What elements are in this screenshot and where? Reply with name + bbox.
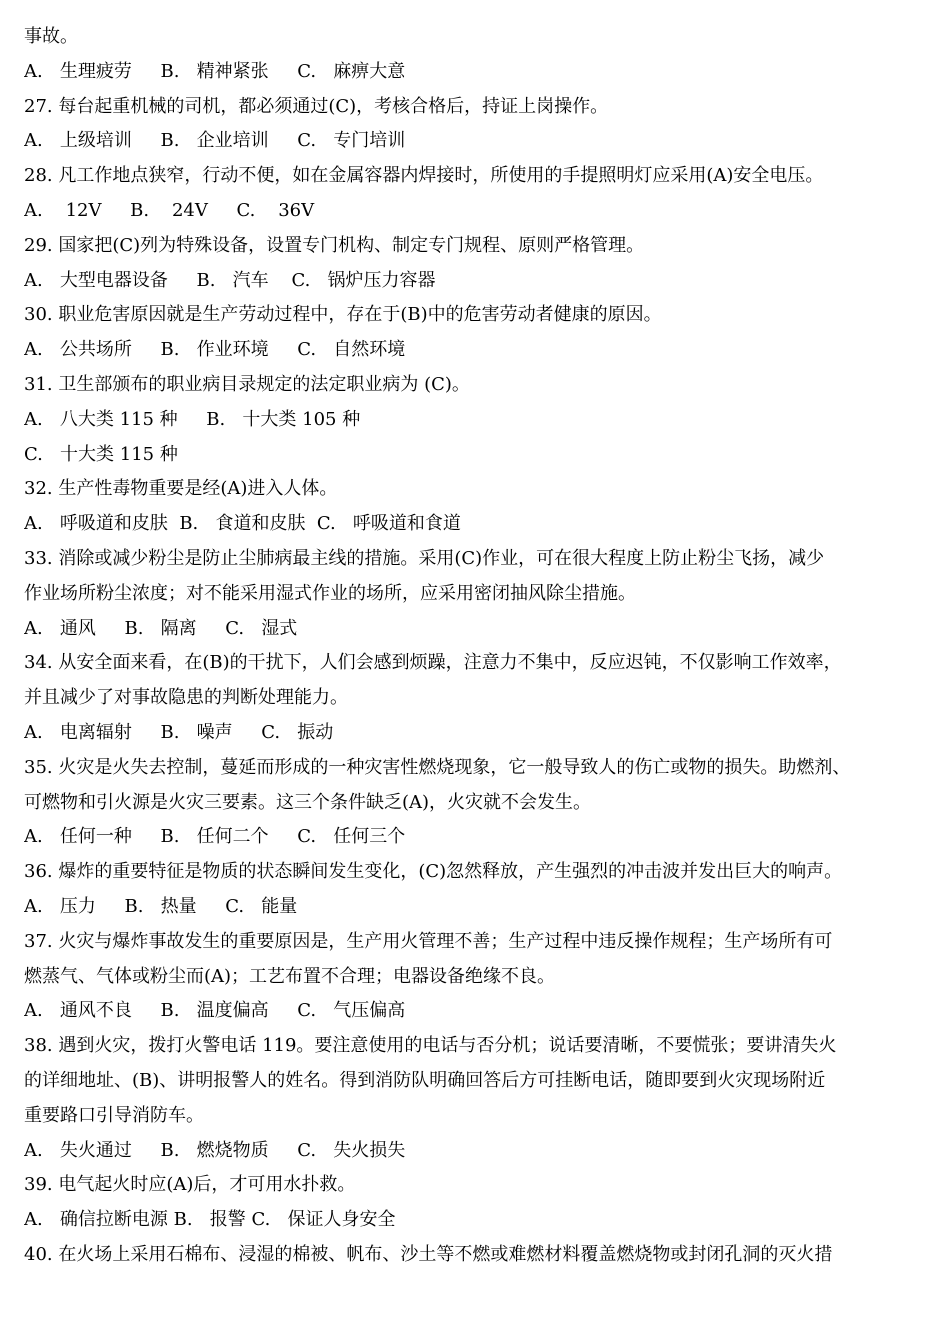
question-37: 37. 火灾与爆炸事故发生的重要原因是，生产用火管理不善；生产过程中违反操作规程；生产场所有可 bbox=[24, 930, 833, 952]
answer-options: A. 电离辐射 B. 噪声 C. 振动 bbox=[24, 721, 334, 743]
answer-options: A. 生理疲劳 B. 精神紧张 C. 麻痹大意 bbox=[24, 60, 406, 82]
question-34: 34. 从安全面来看，在(B)的干扰下，人们会感到烦躁，注意力不集中，反应迟钝，不仅影响工作效率， bbox=[24, 652, 842, 674]
question-32: 32. 生产性毒物重要是经(A)进入人体。 bbox=[24, 478, 338, 500]
question-38: 38. 遇到火灾，拨打火警电话 119。要注意使用的电话与否分机；说话要清晰，不要慌张；要讲清失火 bbox=[24, 1035, 837, 1057]
question-36: 36. 爆炸的重要特征是物质的状态瞬间发生变化，(C)忽然释放，产生强烈的冲击波并发出巨大的响声。 bbox=[24, 861, 843, 883]
text-line: 事故。 bbox=[24, 26, 78, 47]
question-38-continued: 重要路口引导消防车。 bbox=[24, 1104, 204, 1126]
answer-options: A. 呼吸道和皮肤 B. 食道和皮肤 C. 呼吸道和食道 bbox=[24, 513, 461, 535]
question-37-continued: 燃蒸气、气体或粉尘而(A)；工艺布置不合理；电器设备绝缘不良。 bbox=[24, 965, 556, 987]
answer-options: A. 八大类 115 种 B. 十大类 105 种 bbox=[24, 408, 361, 430]
question-34-continued: 并且减少了对事故隐患的判断处理能力。 bbox=[24, 687, 348, 709]
answer-options: A. 确信拉断电源 B. 报警 C. 保证人身安全 bbox=[24, 1209, 396, 1231]
answer-options: A. 12V B. 24V C. 36V bbox=[24, 199, 315, 221]
answer-options: A. 压力 B. 热量 C. 能量 bbox=[24, 895, 298, 917]
question-31: 31. 卫生部颁布的职业病目录规定的法定职业病为 (C)。 bbox=[24, 373, 470, 395]
question-33-continued: 作业场所粉尘浓度；对不能采用湿式作业的场所，应采用密闭抽风除尘措施。 bbox=[24, 582, 636, 604]
question-35-continued: 可燃物和引火源是火灾三要素。这三个条件缺乏(A)，火灾就不会发生。 bbox=[24, 791, 592, 813]
answer-options: A. 大型电器设备 B. 汽车 C. 锅炉压力容器 bbox=[24, 269, 436, 291]
answer-options: A. 失火通过 B. 燃烧物质 C. 失火损失 bbox=[24, 1139, 406, 1161]
question-29: 29. 国家把(C)列为特殊设备，设置专门机构、制定专门规程、原则严格管理。 bbox=[24, 234, 645, 256]
answer-options: C. 十大类 115 种 bbox=[24, 443, 178, 465]
question-40: 40. 在火场上采用石棉布、浸湿的棉被、帆布、沙土等不燃或难燃材料覆盖燃烧物或封闭孔洞的灭火措 bbox=[24, 1243, 833, 1265]
answer-options: A. 通风不良 B. 温度偏高 C. 气压偏高 bbox=[24, 1000, 406, 1022]
question-33: 33. 消除或减少粉尘是防止尘肺病最主线的措施。采用(C)作业，可在很大程度上防止粉尘飞扬，减少 bbox=[24, 547, 825, 569]
question-35: 35. 火灾是火失去控制，蔓延而形成的一种灾害性燃烧现象，它一般导致人的伤亡或物的损失。助燃剂、 bbox=[24, 756, 851, 778]
question-28: 28. 凡工作地点狭窄，行动不便，如在金属容器内焊接时，所使用的手提照明灯应采用(A)安全电压。 bbox=[24, 165, 824, 187]
answer-options: A. 公共场所 B. 作业环境 C. 自然环境 bbox=[24, 339, 406, 361]
question-27: 27. 每台起重机械的司机，都必须通过(C)，考核合格后，持证上岗操作。 bbox=[24, 95, 609, 117]
answer-options: A. 任何一种 B. 任何二个 C. 任何三个 bbox=[24, 826, 406, 848]
document-page bbox=[24, 20, 924, 1273]
answer-options: A. 上级培训 B. 企业培训 C. 专门培训 bbox=[24, 130, 406, 152]
question-30: 30. 职业危害原因就是生产劳动过程中，存在于(B)中的危害劳动者健康的原因。 bbox=[24, 304, 662, 326]
answer-options: A. 通风 B. 隔离 C. 湿式 bbox=[24, 617, 298, 639]
question-39: 39. 电气起火时应(A)后，才可用水扑救。 bbox=[24, 1174, 356, 1196]
question-38-continued: 的详细地址、(B)、讲明报警人的姓名。得到消防队明确回答后方可挂断电话，随即要到火灾现场附近 bbox=[24, 1069, 826, 1091]
